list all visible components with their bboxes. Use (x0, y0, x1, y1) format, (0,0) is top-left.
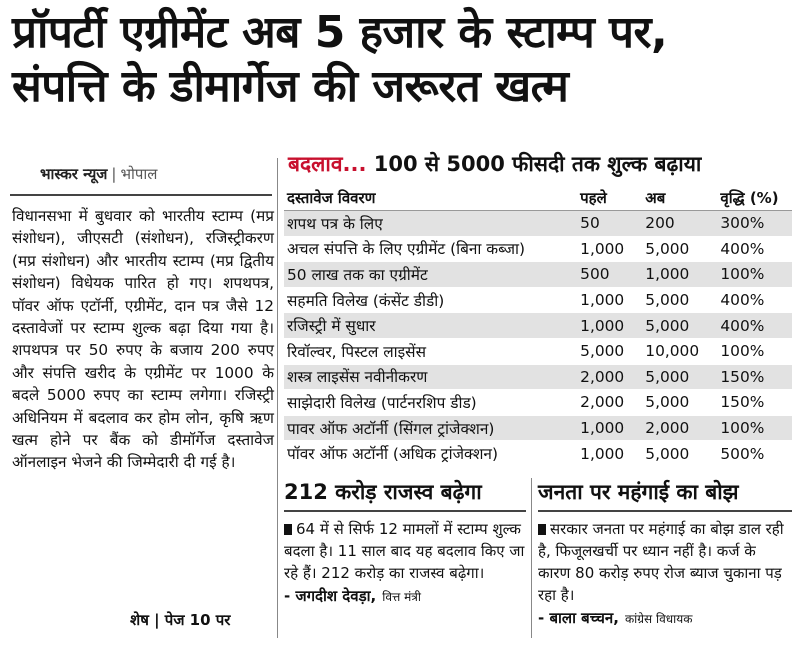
revenue-quote-signature (284, 586, 526, 606)
cell-increase: 400% (717, 287, 792, 313)
inflation-quote-title: जनता पर महंगाई का बोझ (538, 480, 739, 504)
cell-before: 1,000 (577, 236, 642, 262)
cell-document: रजिस्ट्री में सुधार (284, 313, 577, 339)
cell-now: 10,000 (642, 338, 717, 364)
cell-now: 1,000 (642, 262, 717, 288)
table-kicker: बदलाव (288, 152, 343, 176)
cell-before: 1,000 (577, 287, 642, 313)
table-row (284, 415, 792, 441)
table-row (284, 262, 792, 288)
column-divider (277, 158, 278, 638)
quote-marker-icon (284, 524, 292, 535)
col-header-before: पहले (577, 186, 642, 211)
byline-source: भास्कर न्यूज (40, 165, 108, 183)
cell-now: 5,000 (642, 390, 717, 416)
revenue-quote-box (284, 478, 526, 606)
cell-document: पावर ऑफ अटॉर्नी (सिंगल ट्रांजेक्शन) (284, 415, 577, 441)
cell-document: रिवॉल्वर, पिस्टल लाइसेंस (284, 338, 577, 364)
inflation-quote-box (538, 478, 792, 628)
cell-before: 2,000 (577, 364, 642, 390)
table-heading (288, 150, 701, 178)
cell-now: 5,000 (642, 287, 717, 313)
cell-now: 5,000 (642, 236, 717, 262)
inflation-quote-rule (538, 510, 792, 512)
cell-increase: 300% (717, 211, 792, 237)
cell-before: 500 (577, 262, 642, 288)
inflation-quote-body: सरकार जनता पर महंगाई का बोझ डाल रही है, फिजूलखर्ची पर ध्यान नहीं है। कर्ज के कारण 80 करोड़ रुपए रोज ब्याज चुकाना पड़ रहा है। (538, 520, 784, 604)
cell-document: शपथ पत्र के लिए (284, 211, 577, 237)
cell-document: पॉवर ऑफ अटॉर्नी (अधिक ट्रांजेक्शन) (284, 441, 577, 467)
table-row (284, 338, 792, 364)
table-row (284, 313, 792, 339)
table-row (284, 211, 792, 237)
stamp-duty-table (284, 186, 792, 467)
cell-before: 5,000 (577, 338, 642, 364)
table-kicker-dots: ... (342, 152, 367, 176)
cell-increase: 100% (717, 262, 792, 288)
col-header-increase: वृद्धि (%) (717, 186, 792, 211)
byline-separator: | (111, 165, 117, 183)
col-header-now: अब (642, 186, 717, 211)
cell-increase: 150% (717, 364, 792, 390)
cell-now: 5,000 (642, 364, 717, 390)
inflation-quote-signature (538, 608, 792, 628)
cell-document: साझेदारी विलेख (पार्टनरशिप डीड) (284, 390, 577, 416)
revenue-quote-name: - जगदीश देवड़ा, (284, 587, 377, 605)
quote-marker-icon (538, 524, 546, 535)
cell-document: अचल संपत्ति के लिए एग्रीमेंट (बिना कब्जा) (284, 236, 577, 262)
cell-document: सहमति विलेख (कंसेंट डीडी) (284, 287, 577, 313)
byline-rule (10, 194, 272, 196)
revenue-quote-title: 212 करोड़ राजस्व बढ़ेगा (284, 480, 482, 504)
cell-before: 1,000 (577, 415, 642, 441)
revenue-quote-body: 64 में से सिर्फ 12 मामलों में स्टाम्प शुल्क बदला है। 11 साल बाद यह बदलाव किए जा रहे हैं। 212 करोड़ का राजस्व बढ़ेगा। (284, 520, 525, 582)
continued-note: शेष | पेज 10 पर (130, 611, 231, 629)
cell-now: 5,000 (642, 441, 717, 467)
cell-increase: 500% (717, 441, 792, 467)
cell-increase: 400% (717, 313, 792, 339)
article-body: विधानसभा में बुधवार को भारतीय स्टाम्प (मप्र संशोधन), जीएसटी (संशोधन), रजिस्ट्रीकरण (मप्र संशोधन) और भारतीय स्टाम्प (मप्र द्वितीय संशोधन) विधेयक पारित हो गए। शपथपत्र, पॉवर ऑफ एटॉर्नी, एग्रीमेंट, दान पत्र जैसे 12 दस्तावेजों पर स्टाम्प शुल्क बढ़ा दिया गया है। शपथपत्र पर 50 रुपए के बजाय 200 रुपए और संपत्ति खरीद के एग्रीमेंट पर 1000 के बदले 5000 रुपए का स्टाम्प लगेगा। रजिस्ट्री अधिनियम में बदलाव कर होम लोन, कृषि ऋण खत्म होने पर बैंक को डीमॉर्गेज दस्तावेज ऑनलाइन भेजने की जिम्मेदारी दी गई है। (12, 207, 274, 472)
revenue-quote-rule (284, 510, 526, 512)
byline (40, 164, 157, 184)
cell-document: शस्त्र लाइसेंस नवीनीकरण (284, 364, 577, 390)
byline-city: भोपाल (120, 165, 158, 183)
box-divider (531, 478, 532, 638)
cell-increase: 400% (717, 236, 792, 262)
table-row (284, 287, 792, 313)
cell-increase: 100% (717, 338, 792, 364)
cell-document: 50 लाख तक का एग्रीमेंट (284, 262, 577, 288)
table-row (284, 236, 792, 262)
col-header-document: दस्तावेज विवरण (284, 186, 577, 211)
cell-before: 50 (577, 211, 642, 237)
table-row (284, 441, 792, 467)
headline (12, 6, 792, 114)
cell-before: 2,000 (577, 390, 642, 416)
headline-line-1: प्रॉपर्टी एग्रीमेंट अब 5 हजार के स्टाम्प पर, (12, 7, 668, 58)
cell-now: 2,000 (642, 415, 717, 441)
inflation-quote-text (538, 518, 792, 606)
inflation-quote-name: - बाला बच्चन, (538, 609, 619, 627)
cell-before: 1,000 (577, 441, 642, 467)
table-title: 100 से 5000 फीसदी तक शुल्क बढ़ाया (373, 152, 702, 176)
cell-before: 1,000 (577, 313, 642, 339)
inflation-quote-role: कांग्रेस विधायक (624, 612, 693, 626)
cell-now: 5,000 (642, 313, 717, 339)
revenue-quote-text (284, 518, 526, 584)
table-header-row (284, 186, 792, 211)
cell-increase: 150% (717, 390, 792, 416)
revenue-quote-role: वित्त मंत्री (382, 590, 422, 604)
table-row (284, 390, 792, 416)
table-row (284, 364, 792, 390)
cell-now: 200 (642, 211, 717, 237)
headline-line-2: संपत्ति के डीमार्गेज की जरूरत खत्म (12, 61, 569, 112)
cell-increase: 100% (717, 415, 792, 441)
